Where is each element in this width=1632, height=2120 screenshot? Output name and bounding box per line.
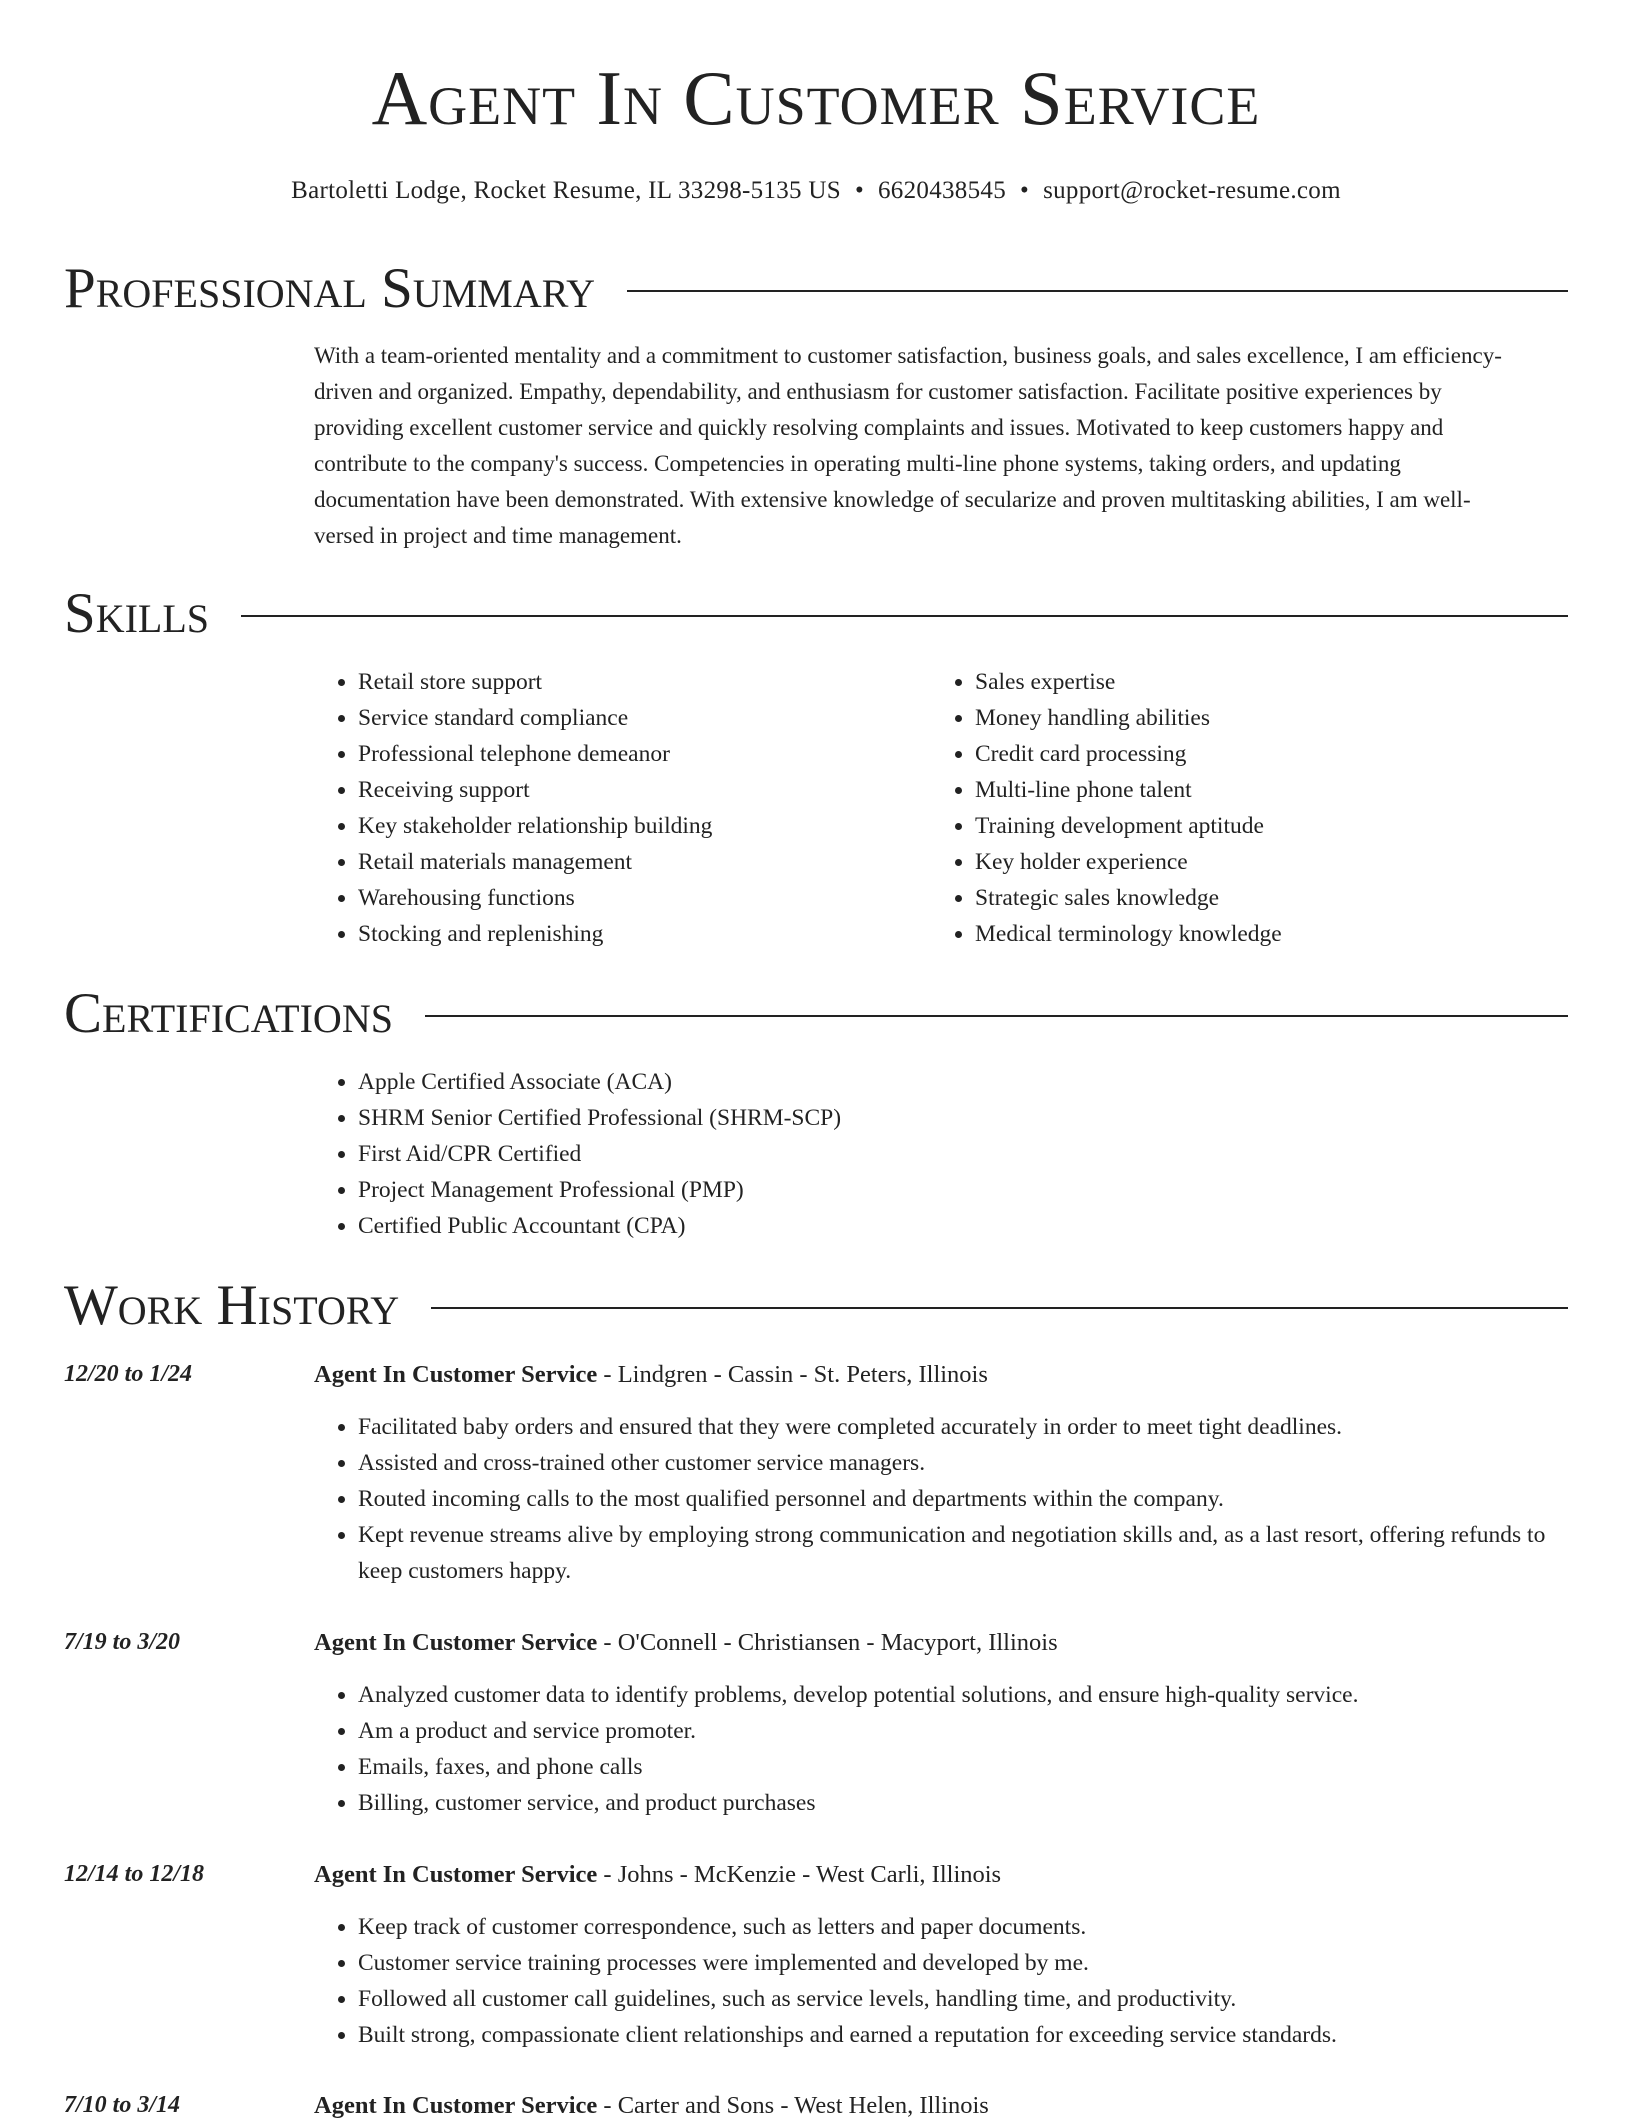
skills-list-right	[931, 664, 1535, 952]
list-item: • Training development aptitude	[975, 808, 1535, 844]
contact-separator: •	[854, 177, 864, 204]
list-item: • Credit card processing	[975, 736, 1535, 772]
list-item: • Professional telephone demeanor	[358, 736, 918, 772]
contact-email: support@rocket-resume.com	[1043, 177, 1341, 204]
list-item: • Warehousing functions	[358, 880, 918, 916]
skills-list-left	[314, 664, 918, 952]
list-item: • Facilitated baby orders and ensured that they were completed accurately in order to meet tight deadlines.	[358, 1409, 1578, 1445]
job-bullets	[314, 1909, 1578, 2053]
job-dates: 7/19 to 3/20	[64, 1629, 181, 1655]
section-heading: Professional Summary	[64, 257, 596, 320]
list-item: • First Aid/CPR Certified	[358, 1136, 1558, 1172]
job-role: Agent In Customer Service	[314, 1629, 598, 1656]
job-dates: 7/10 to 3/14	[64, 2092, 181, 2118]
job-title	[314, 1628, 1058, 1657]
section-professional-summary	[64, 257, 1568, 320]
list-item: • Stocking and replenishing	[358, 916, 918, 952]
list-item: • Multi-line phone talent	[975, 772, 1535, 808]
section-heading: Skills	[64, 582, 210, 645]
job-employer: - O'Connell - Christiansen - Macyport, Illinois	[597, 1629, 1058, 1656]
list-item: • Followed all customer call guidelines, such as service levels, handling time, and productivity.	[358, 1981, 1578, 2017]
list-item: • Receiving support	[358, 772, 918, 808]
list-item: • Strategic sales knowledge	[975, 880, 1535, 916]
certifications-list	[314, 1064, 1558, 1244]
list-item: • SHRM Senior Certified Professional (SHRM-SCP)	[358, 1100, 1558, 1136]
section-work-history	[64, 1274, 1568, 1337]
list-item: • Retail materials management	[358, 844, 918, 880]
list-item: • Am a product and service promoter.	[358, 1713, 1578, 1749]
job-bullets	[314, 1409, 1578, 1589]
resume-title: Agent In Customer Service	[371, 55, 1261, 141]
job-title	[314, 1860, 1001, 1889]
list-item: • Kept revenue streams alive by employing strong communication and negotiation skills and, as a last resort, offering refunds to keep customers happy.	[358, 1517, 1578, 1589]
list-item: • Money handling abilities	[975, 700, 1535, 736]
section-certifications	[64, 982, 1568, 1045]
section-rule	[425, 1015, 1568, 1017]
list-item: • Apple Certified Associate (ACA)	[358, 1064, 1558, 1100]
contact-address: Bartoletti Lodge, Rocket Resume, IL 33298-5135 US	[291, 177, 841, 204]
list-item: • Key stakeholder relationship building	[358, 808, 918, 844]
job-bullets	[314, 1677, 1578, 1821]
list-item: • Billing, customer service, and product purchases	[358, 1785, 1578, 1821]
job-role: Agent In Customer Service	[314, 2092, 598, 2119]
list-item: • Built strong, compassionate client relationships and earned a reputation for exceeding service standards.	[358, 2017, 1578, 2053]
list-item: • Retail store support	[358, 664, 918, 700]
list-item: • Analyzed customer data to identify problems, develop potential solutions, and ensure high-quality service.	[358, 1677, 1578, 1713]
contact-separator: •	[1020, 177, 1030, 204]
section-heading: Work History	[64, 1274, 400, 1337]
list-item: • Key holder experience	[975, 844, 1535, 880]
section-skills	[64, 582, 1568, 645]
list-item: • Sales expertise	[975, 664, 1535, 700]
job-role: Agent In Customer Service	[314, 1861, 598, 1888]
job-dates: 12/14 to 12/18	[64, 1861, 205, 1887]
job-title	[314, 1360, 988, 1389]
list-item: • Routed incoming calls to the most qualified personnel and departments within the company.	[358, 1481, 1578, 1517]
list-item: • Service standard compliance	[358, 700, 918, 736]
list-item: • Keep track of customer correspondence, such as letters and paper documents.	[358, 1909, 1578, 1945]
list-item: • Medical terminology knowledge	[975, 916, 1535, 952]
section-rule	[431, 1307, 1568, 1309]
job-dates: 12/20 to 1/24	[64, 1361, 193, 1387]
section-heading: Certifications	[64, 982, 393, 1045]
contact-line	[0, 176, 1632, 206]
job-role: Agent In Customer Service	[314, 1361, 598, 1388]
list-item: • Assisted and cross-trained other customer service managers.	[358, 1445, 1578, 1481]
summary-text: With a team-oriented mentality and a commitment to customer satisfaction, business goals, and sales excellence, I am efficiency-driven and organized. Empathy, dependability, and enthusiasm for customer satisfaction. Facilitate positive experiences by providing excellent customer service and quickly resolving complaints and issues. Motivated to keep customers happy and contribute to the company's success. Competencies in operating multi-line phone systems, taking orders, and updating documentation have been demonstrated. With extensive knowledge of secularize and proven multitasking abilities, I am well-versed in project and time management.	[314, 343, 1502, 548]
contact-phone: 6620438545	[878, 177, 1006, 204]
job-title	[314, 2091, 989, 2120]
section-rule	[627, 290, 1568, 292]
job-employer: - Johns - McKenzie - West Carli, Illinois	[597, 1861, 1002, 1888]
list-item: • Project Management Professional (PMP)	[358, 1172, 1558, 1208]
list-item: • Customer service training processes were implemented and developed by me.	[358, 1945, 1578, 1981]
section-rule	[241, 615, 1568, 617]
list-item: • Emails, faxes, and phone calls	[358, 1749, 1578, 1785]
list-item: • Certified Public Accountant (CPA)	[358, 1208, 1558, 1244]
job-employer: - Carter and Sons - West Helen, Illinois	[597, 2092, 989, 2119]
job-employer: - Lindgren - Cassin - St. Peters, Illinois	[597, 1361, 988, 1388]
